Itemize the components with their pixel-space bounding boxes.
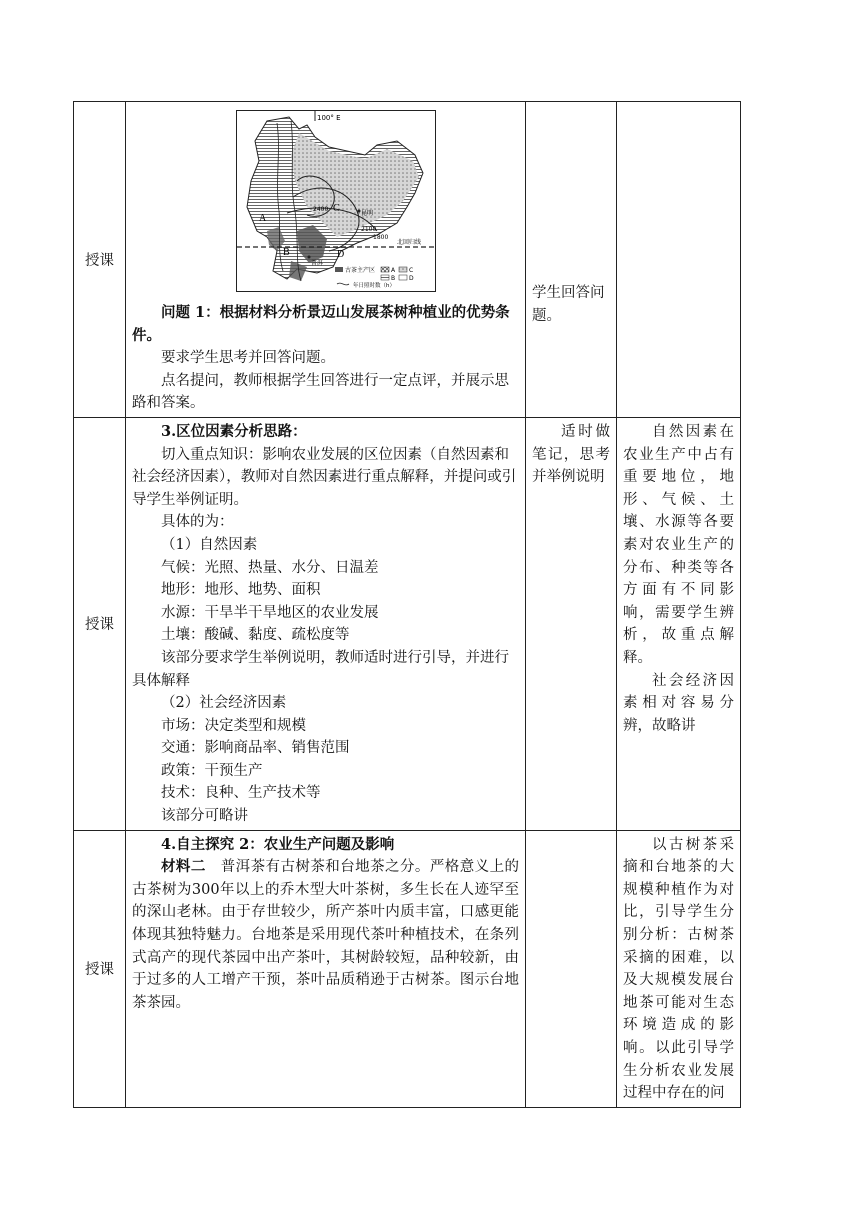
- row2-line: （1）自然因素: [161, 536, 258, 553]
- row2-line: 地形：地形、地势、面积: [161, 582, 321, 599]
- content-cell: [126, 102, 526, 418]
- student-activity-text: 适时做笔记，思考并举例说明: [532, 423, 610, 486]
- student-activity-cell: [526, 102, 617, 418]
- student-activity-text: 学生回答问题。: [532, 285, 605, 324]
- design-intent-text: 以古树茶采摘和台地茶的大规模种植作为对比，引导学生分别分析：古树茶采摘的困难，以及大规模发展台地茶可能对生态环境造成的影响。以此引导学生分析农业发展过程中存在的问: [623, 836, 734, 1102]
- row1-paragraph-1: 要求学生思考并回答问题。: [161, 350, 335, 367]
- region-c-label: C: [333, 203, 340, 214]
- student-activity-cell: [526, 417, 617, 830]
- stage-cell: [74, 417, 126, 830]
- content-cell: [126, 417, 526, 830]
- design-intent-cell: [617, 417, 741, 830]
- row2-line: 该部分要求学生举例说明，教师适时进行引导，并进行具体解释: [132, 649, 509, 689]
- row2-line: 切入重点知识：影响农业发展的区位因素（自然因素和社会经济因素），教师对自然因素进行重点解释，并提问或引导学生举例证明。: [132, 446, 517, 508]
- row2-line: （2）社会经济因素: [161, 695, 287, 712]
- iso-label-2100: 2100: [361, 226, 377, 233]
- design-intent-text-2: 社会经济因素相对容易分辨，故略讲: [623, 672, 734, 734]
- legend-a-label: A: [391, 267, 396, 274]
- section-4-heading: 4.自主探究 2：农业生产问题及影响: [161, 835, 395, 853]
- stage-label: 授课: [85, 617, 114, 634]
- row2-line: 土壤：酸碱、黏度、疏松度等: [161, 627, 350, 644]
- design-intent-text-1: 自然因素在农业生产中占有重要地位，地形、气候、土壤、水源等各要素对农业生产的分布、种类等各方面有不同影响，需要学生辨析，故重点解释。: [623, 423, 734, 666]
- student-activity-cell: [526, 830, 617, 1107]
- stage-label: 授课: [85, 962, 114, 979]
- row2-line: 市场：决定类型和规模: [161, 717, 306, 734]
- city-kunming-label: 昆明: [361, 210, 374, 217]
- stage-cell: [74, 102, 126, 418]
- legend-b-label: B: [391, 275, 396, 282]
- row2-line: 交通：影响商品率、销售范围: [161, 740, 350, 757]
- region-d-label: D: [337, 249, 345, 260]
- question-1: 问题 1：根据材料分析景迈山发展茶树种植业的优势条件。: [132, 304, 510, 344]
- meridian-label: 100° E: [317, 114, 341, 122]
- table-row: [74, 102, 741, 418]
- legend-c-label: C: [409, 267, 414, 274]
- stage-cell: [74, 830, 126, 1107]
- yunnan-tea-map: [236, 110, 436, 292]
- row2-line: 技术：良种、生产技术等: [161, 785, 321, 802]
- row2-line: 政策：干预生产: [161, 762, 263, 779]
- row2-line: 气候：光照、热量、水分、日温差: [161, 559, 379, 576]
- material-text: 普洱茶有古树茶和台地茶之分。严格意义上的古茶树为300年以上的乔木型大叶茶树，多生长在人迹罕至的深山老林。由于存世较少，所产茶叶内质丰富，口感更能体现其独特魅力。台地茶是采用现代茶叶种植技术，在条列式高产的现代茶园中出产茶叶，其树龄较短，品种较新，由于过多的人工增产干预，茶叶品质稍逊于古树茶。图示台地茶茶园。: [132, 859, 520, 1011]
- legend-isoline-label: 年日照时数（h）: [353, 283, 395, 289]
- region-b-label: B: [283, 247, 290, 258]
- row2-line: 该部分可略讲: [161, 808, 248, 825]
- legend-d-label: D: [409, 275, 414, 282]
- row2-line: 具体的为：: [161, 514, 234, 531]
- material-label: 材料二: [161, 858, 206, 876]
- legend-tea-label: 古茶主产区: [345, 267, 376, 274]
- iso-label-2400: 2400: [313, 206, 329, 213]
- row1-paragraph-2: 点名提问，教师根据学生回答进行一定点评，并展示思路和答案。: [132, 372, 509, 412]
- row2-line: 水源：干旱半干旱地区的农业发展: [161, 604, 379, 621]
- stage-label: 授课: [85, 252, 114, 269]
- section-3-heading: 3.区位因素分析思路：: [161, 422, 307, 440]
- table-row: [74, 417, 741, 830]
- region-a-label: A: [259, 213, 267, 224]
- content-cell: [126, 830, 526, 1107]
- lesson-plan-table: [73, 101, 741, 1108]
- city-puer-label: 普洱: [311, 260, 324, 267]
- design-intent-cell: [617, 102, 741, 418]
- tropic-label: 北回归线: [397, 239, 422, 246]
- table-row: [74, 830, 741, 1107]
- iso-label-1800: 1800: [373, 234, 389, 241]
- design-intent-cell: [617, 830, 741, 1107]
